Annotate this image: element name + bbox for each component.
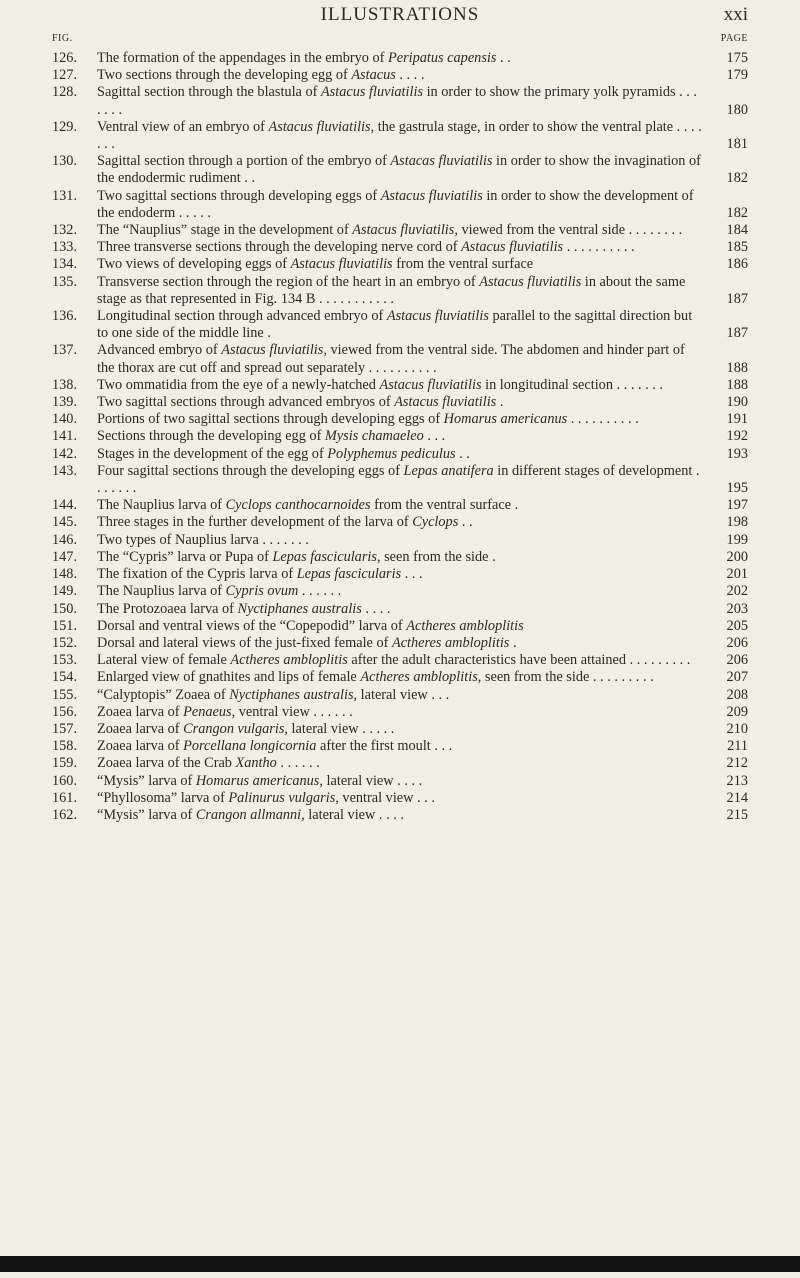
illustration-entry	[0, 188, 800, 222]
figure-caption: Advanced embryo of Astacus fluviatilis, viewed from the ventral side. The abdomen and hinder part of the thorax are cut off and spread out separately . . . . . . . . . .	[97, 342, 685, 376]
figure-number: 136.	[52, 308, 78, 325]
page-reference: 197	[726, 497, 748, 514]
figure-number: 131.	[52, 187, 78, 204]
illustration-entry	[0, 635, 800, 652]
figure-caption: “Mysis” larva of Homarus americanus, lateral view . . . .	[97, 772, 423, 789]
page-reference: 205	[726, 617, 748, 634]
figure-caption: Three transverse sections through the developing nerve cord of Astacus fluviatilis . . . . . . . . . .	[97, 239, 635, 256]
figure-number: 128.	[52, 84, 78, 101]
page-reference: 206	[726, 634, 748, 651]
page-reference: 199	[726, 531, 748, 548]
illustration-entry	[0, 256, 800, 273]
page-reference: 180	[726, 101, 748, 118]
illustration-entry	[0, 790, 800, 807]
figure-number: 150.	[52, 600, 78, 617]
illustration-entry	[0, 50, 800, 67]
figure-caption: Two views of developing eggs of Astacus fluviatilis from the ventral surface	[97, 256, 534, 273]
figure-caption: Sagittal section through a portion of the embryo of Astacas fluviatilis in order to show the invagination of the endodermic rudiment . .	[97, 153, 701, 187]
illustration-entry	[0, 342, 800, 376]
figure-number: 142.	[52, 445, 78, 462]
illustration-entry	[0, 669, 800, 686]
page-reference: 203	[726, 600, 748, 617]
page-reference: 175	[726, 50, 748, 66]
illustration-entry	[0, 463, 800, 497]
page-reference: 187	[726, 325, 748, 342]
page-reference: 188	[726, 376, 748, 393]
figure-number: 134.	[52, 256, 78, 273]
page-reference: 214	[726, 789, 748, 806]
figure-number: 144.	[52, 497, 78, 514]
figure-caption: Stages in the development of the egg of Polyphemus pediculus . .	[97, 445, 470, 462]
figure-number: 133.	[52, 239, 78, 256]
page-reference: 201	[726, 566, 748, 583]
illustration-entry	[0, 446, 800, 463]
illustration-entry	[0, 222, 800, 239]
figure-caption: Ventral view of an embryo of Astacus fluviatilis, the gastrula stage, in order to show the ventral plate . . . . . . .	[97, 118, 702, 153]
figure-number: 149.	[52, 583, 78, 600]
figure-caption: “Calyptopis” Zoaea of Nyctiphanes australis, lateral view . . .	[97, 686, 450, 703]
figure-number: 141.	[52, 428, 78, 445]
figure-number: 130.	[52, 153, 78, 170]
figure-caption: The Protozoaea larva of Nyctiphanes australis . . . .	[97, 600, 391, 617]
figure-caption: The “Nauplius” stage in the development of Astacus fluviatilis, viewed from the ventral side . . . . . . . .	[97, 222, 683, 239]
page-number: xxi	[723, 4, 748, 25]
page-reference: 200	[726, 548, 748, 565]
column-label-fig: FIG.	[52, 33, 73, 44]
figure-number: 146.	[52, 531, 78, 548]
illustration-entry	[0, 566, 800, 583]
scan-edge-bar	[0, 1256, 800, 1272]
figure-number: 132.	[52, 222, 78, 239]
illustrations-list	[0, 50, 800, 824]
page-reference: 192	[726, 428, 748, 445]
figure-caption: Sections through the developing egg of Mysis chamaeleo . . .	[97, 428, 446, 445]
figure-number: 151.	[52, 617, 78, 634]
figure-number: 148.	[52, 566, 78, 583]
illustration-entry	[0, 119, 800, 153]
figure-number: 126.	[52, 50, 78, 66]
page-reference: 182	[726, 204, 748, 221]
figure-number: 137.	[52, 342, 78, 359]
figure-number: 159.	[52, 755, 78, 772]
figure-number: 147.	[52, 548, 78, 565]
illustration-entry	[0, 721, 800, 738]
figure-number: 135.	[52, 273, 78, 290]
figure-caption: Zoaea larva of the Crab Xantho . . . . . .	[97, 755, 320, 772]
figure-caption: Two sagittal sections through developing eggs of Astacus fluviatilis in order to show the development of the endoderm . . . . .	[97, 187, 694, 221]
illustration-entry	[0, 807, 800, 824]
page-reference: 209	[726, 703, 748, 720]
page-reference: 207	[726, 669, 748, 686]
figure-number: 138.	[52, 376, 78, 393]
illustration-entry	[0, 755, 800, 772]
figure-number: 158.	[52, 738, 78, 755]
figure-caption: Four sagittal sections through the developing eggs of Lepas anatifera in different stages of development . . . . . . .	[97, 462, 700, 497]
page-reference: 186	[726, 256, 748, 273]
figure-caption: Zoaea larva of Crangon vulgaris, lateral view . . . . .	[97, 720, 395, 737]
page-reference: 190	[726, 394, 748, 411]
illustration-entry	[0, 583, 800, 600]
figure-number: 145.	[52, 514, 78, 531]
figure-caption: Two sagittal sections through advanced embryos of Astacus fluviatilis .	[97, 394, 504, 411]
page-reference: 179	[726, 67, 748, 84]
illustration-entry	[0, 618, 800, 635]
page-reference: 188	[726, 359, 748, 376]
figure-caption: Enlarged view of gnathites and lips of female Actheres ambloplitis, seen from the side . . . . . . . . .	[97, 669, 654, 686]
illustration-entry	[0, 704, 800, 721]
figure-caption: Zoaea larva of Penaeus, ventral view . . . . . .	[97, 703, 353, 720]
page-reference: 211	[727, 738, 748, 755]
page-reference: 202	[726, 583, 748, 600]
figure-caption: “Phyllosoma” larva of Palinurus vulgaris, ventral view . . .	[97, 789, 435, 806]
figure-caption: The Nauplius larva of Cypris ovum . . . . . .	[97, 583, 342, 600]
figure-caption: Three stages in the further development of the larva of Cyclops . .	[97, 514, 473, 531]
figure-number: 154.	[52, 669, 78, 686]
illustration-entry	[0, 239, 800, 256]
figure-caption: Zoaea larva of Porcellana longicornia after the first moult . . .	[97, 738, 453, 755]
figure-caption: The fixation of the Cypris larva of Lepas fascicularis . . .	[97, 566, 423, 583]
page-reference: 212	[726, 755, 748, 772]
illustration-entry	[0, 308, 800, 342]
column-label-page: PAGE	[720, 33, 748, 44]
illustration-entry	[0, 67, 800, 84]
page-reference: 208	[726, 686, 748, 703]
figure-number: 143.	[52, 462, 78, 479]
illustration-entry	[0, 532, 800, 549]
page-reference: 210	[726, 720, 748, 737]
illustration-entry	[0, 738, 800, 755]
figure-caption: “Mysis” larva of Crangon allmanni, lateral view . . . .	[97, 806, 404, 823]
figure-caption: Sagittal section through the blastula of Astacus fluviatilis in order to show the primary yolk pyramids . . . . . . .	[97, 84, 697, 118]
figure-number: 139.	[52, 394, 78, 411]
figure-caption: Portions of two sagittal sections through developing eggs of Homarus americanus . . . . . . . . . .	[97, 411, 639, 428]
figure-number: 157.	[52, 720, 78, 737]
page-reference: 206	[726, 652, 748, 669]
illustration-entry	[0, 84, 800, 118]
figure-caption: Dorsal and ventral views of the “Copepodid” larva of Actheres ambloplitis	[97, 617, 524, 634]
figure-caption: Lateral view of female Actheres ambloplitis after the adult characteristics have been attained . . . . . . . . .	[97, 652, 691, 669]
illustration-entry	[0, 601, 800, 618]
figure-caption: Two sections through the developing egg of Astacus . . . .	[97, 67, 425, 84]
figure-number: 161.	[52, 789, 78, 806]
running-head: ILLUSTRATIONS	[320, 4, 480, 25]
illustration-entry	[0, 394, 800, 411]
illustration-entry	[0, 514, 800, 531]
figure-number: 155.	[52, 686, 78, 703]
figure-caption: The Nauplius larva of Cyclops canthocarnoides from the ventral surface .	[97, 497, 519, 514]
figure-number: 127.	[52, 67, 78, 84]
figure-caption: Dorsal and lateral views of the just-fixed female of Actheres ambloplitis .	[97, 634, 517, 651]
figure-number: 129.	[52, 118, 78, 135]
page-reference: 181	[726, 136, 748, 153]
figure-caption: Two ommatidia from the eye of a newly-hatched Astacus fluviatilis in longitudinal section . . . . . . .	[97, 376, 664, 393]
figure-number: 152.	[52, 634, 78, 651]
page-reference: 215	[726, 806, 748, 823]
page-reference: 185	[726, 239, 748, 256]
figure-caption: Two types of Nauplius larva . . . . . . .	[97, 531, 309, 548]
page-reference: 195	[726, 480, 748, 497]
illustration-entry	[0, 549, 800, 566]
illustration-entry	[0, 411, 800, 428]
page-reference: 191	[726, 411, 748, 428]
figure-number: 156.	[52, 703, 78, 720]
figure-number: 153.	[52, 652, 78, 669]
illustration-entry	[0, 773, 800, 790]
page-reference: 187	[726, 290, 748, 307]
figure-caption: Transverse section through the region of the heart in an embryo of Astacus fluviatilis in about the same stage as that represented in Fig. 134 B . . . . . . . . . . .	[97, 273, 686, 307]
illustration-entry	[0, 687, 800, 704]
page-reference: 198	[726, 514, 748, 531]
illustration-entry	[0, 652, 800, 669]
illustration-entry	[0, 274, 800, 308]
illustration-entry	[0, 153, 800, 187]
page-reference: 182	[726, 170, 748, 187]
illustration-entry	[0, 377, 800, 394]
page-reference: 193	[726, 445, 748, 462]
illustration-entry	[0, 497, 800, 514]
page-reference: 184	[726, 222, 748, 239]
figure-number: 160.	[52, 772, 78, 789]
figure-caption: The “Cypris” larva or Pupa of Lepas fascicularis, seen from the side .	[97, 548, 496, 565]
figure-number: 162.	[52, 806, 78, 823]
figure-number: 140.	[52, 411, 78, 428]
page-reference: 213	[726, 772, 748, 789]
illustration-entry	[0, 428, 800, 445]
figure-caption: The formation of the appendages in the embryo of Peripatus capensis . .	[97, 50, 511, 66]
figure-caption: Longitudinal section through advanced embryo of Astacus fluviatilis parallel to the sagittal direction but to one side of the middle line .	[97, 308, 693, 342]
